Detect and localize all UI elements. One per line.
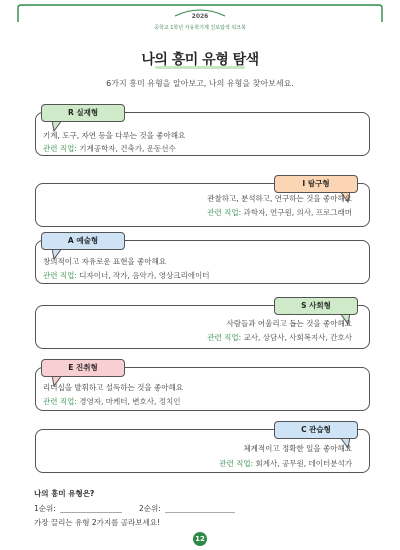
- job-list: 과학자, 연구원, 의사, 프로그래머: [243, 208, 352, 217]
- header-subtitle: 중학교 1학년 자유학기제 진로탐색 워크북: [154, 25, 246, 31]
- job-list: 경영자, 마케터, 변호사, 정치인: [79, 397, 181, 406]
- related-label: 관련 직업:: [43, 397, 77, 406]
- related-label: 관련 직업:: [207, 333, 242, 342]
- job-list: 회계사, 공무원, 데이터분석가: [255, 459, 352, 468]
- type-tag-e: E 진취형: [41, 359, 125, 377]
- intro-text: 6가지 흥미 유형을 알아보고, 나의 유형을 찾아보세요.: [106, 79, 294, 88]
- type-tag-a: A 예술형: [41, 232, 125, 250]
- question-hint: 가장 끌리는 유형 2가지를 골라보세요!: [34, 518, 160, 527]
- type-tag-c: C 관습형: [274, 421, 358, 439]
- type-desc-i: 관찰하고, 분석하고, 연구하는 것을 좋아해요: [207, 194, 352, 203]
- type-tag-r: R 실재형: [41, 104, 125, 122]
- first-rank-input[interactable]: [60, 512, 122, 513]
- job-list: 교사, 상담사, 사회복지사, 간호사: [243, 333, 352, 342]
- type-jobs-i: [207, 207, 352, 218]
- first-rank-label: 1순위:: [34, 504, 56, 513]
- type-desc-a: 창의적이고 자유로운 표현을 좋아해요: [43, 257, 167, 266]
- related-label: 관련 직업:: [219, 459, 254, 468]
- second-rank-label: 2순위:: [139, 504, 161, 513]
- related-label: 관련 직업:: [207, 208, 242, 217]
- type-jobs-s: [207, 332, 352, 343]
- type-jobs-r: [43, 143, 176, 154]
- header-decoration: [0, 0, 400, 40]
- question-title: 나의 흥미 유형은?: [34, 489, 95, 498]
- type-desc-s: 사람들과 어울리고 돕는 것을 좋아해요: [226, 319, 352, 328]
- type-tag-i: I 탐구형: [274, 175, 358, 193]
- type-desc-e: 리더십을 발휘하고 설득하는 것을 좋아해요: [43, 383, 183, 392]
- job-list: 디자이너, 작가, 음악가, 영상크리에이터: [79, 271, 210, 280]
- type-jobs-a: [43, 270, 210, 281]
- second-rank-input[interactable]: [165, 512, 235, 513]
- related-label: 관련 직업:: [43, 271, 77, 280]
- page-title: 나의 흥미 유형 탐색: [141, 52, 259, 68]
- job-list: 기계공학자, 건축가, 운동선수: [79, 144, 176, 153]
- related-label: 관련 직업:: [43, 144, 77, 153]
- type-desc-r: 기계, 도구, 자연 등을 다루는 것을 좋아해요: [43, 131, 186, 140]
- page-number: 12: [193, 532, 207, 546]
- type-tag-s: S 사회형: [274, 297, 358, 315]
- header-year: 2026: [191, 13, 209, 20]
- type-desc-c: 체계적이고 정확한 일을 좋아해요: [243, 444, 352, 453]
- type-jobs-e: [43, 396, 181, 407]
- type-jobs-c: [219, 458, 352, 469]
